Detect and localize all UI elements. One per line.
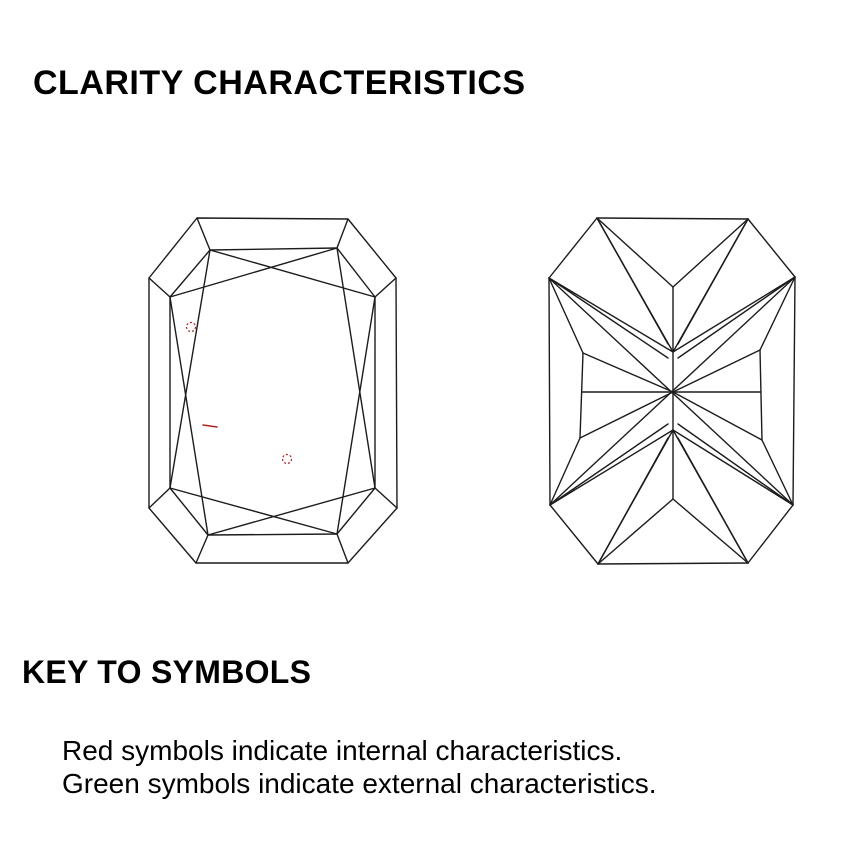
clarity-symbols xyxy=(187,323,292,464)
facet-line xyxy=(678,424,793,505)
facet-line xyxy=(550,505,598,564)
needle-symbol xyxy=(203,425,217,427)
facet-line xyxy=(748,505,793,563)
diamond-crown-view-diagram xyxy=(149,218,397,563)
facet-line xyxy=(208,488,375,535)
facet-line xyxy=(673,350,760,392)
facet-line xyxy=(597,218,748,219)
facet-line xyxy=(580,353,583,438)
facet-line xyxy=(337,297,375,534)
facet-line xyxy=(598,499,673,564)
facet-line xyxy=(597,218,673,287)
facet-line xyxy=(149,278,170,297)
facet-line xyxy=(210,250,375,297)
page-title: CLARITY CHARACTERISTICS xyxy=(33,64,526,102)
diamond-pavilion-view-diagram xyxy=(549,218,795,564)
facet-line xyxy=(598,563,748,564)
facet-line xyxy=(678,438,748,563)
facet-line xyxy=(760,350,762,440)
facet-line xyxy=(678,277,795,358)
facet-line xyxy=(673,219,748,287)
facet-line xyxy=(678,219,748,344)
facet-line xyxy=(549,278,550,505)
facet-line xyxy=(673,499,748,563)
facet-line xyxy=(597,218,668,344)
facet-line xyxy=(170,297,208,535)
facet-line xyxy=(197,218,210,250)
key-heading: KEY TO SYMBOLS xyxy=(22,654,312,690)
facet-line xyxy=(549,278,673,352)
facet-line xyxy=(550,430,673,505)
facet-line xyxy=(337,248,375,488)
facet-line xyxy=(337,534,348,563)
facet-line xyxy=(149,488,170,508)
facet-line xyxy=(375,488,397,508)
facet-line xyxy=(337,219,348,248)
facet-line xyxy=(598,438,668,564)
facet-line xyxy=(793,277,795,505)
facet-line xyxy=(549,218,597,278)
facet-line xyxy=(673,392,762,440)
facet-line xyxy=(170,250,210,488)
facet-line xyxy=(170,488,337,534)
facet-line xyxy=(583,353,673,392)
key-line-external: Green symbols indicate external characteristics. xyxy=(62,768,657,799)
crystal-symbol xyxy=(283,455,292,464)
facet-line xyxy=(580,392,673,438)
crystal-symbol xyxy=(187,323,196,332)
key-text xyxy=(62,734,656,800)
facet-line xyxy=(375,278,396,297)
facet-line xyxy=(196,535,208,563)
facet-line xyxy=(170,248,337,297)
facet-line xyxy=(748,219,795,277)
key-line-internal: Red symbols indicate internal characteristics. xyxy=(62,735,623,766)
